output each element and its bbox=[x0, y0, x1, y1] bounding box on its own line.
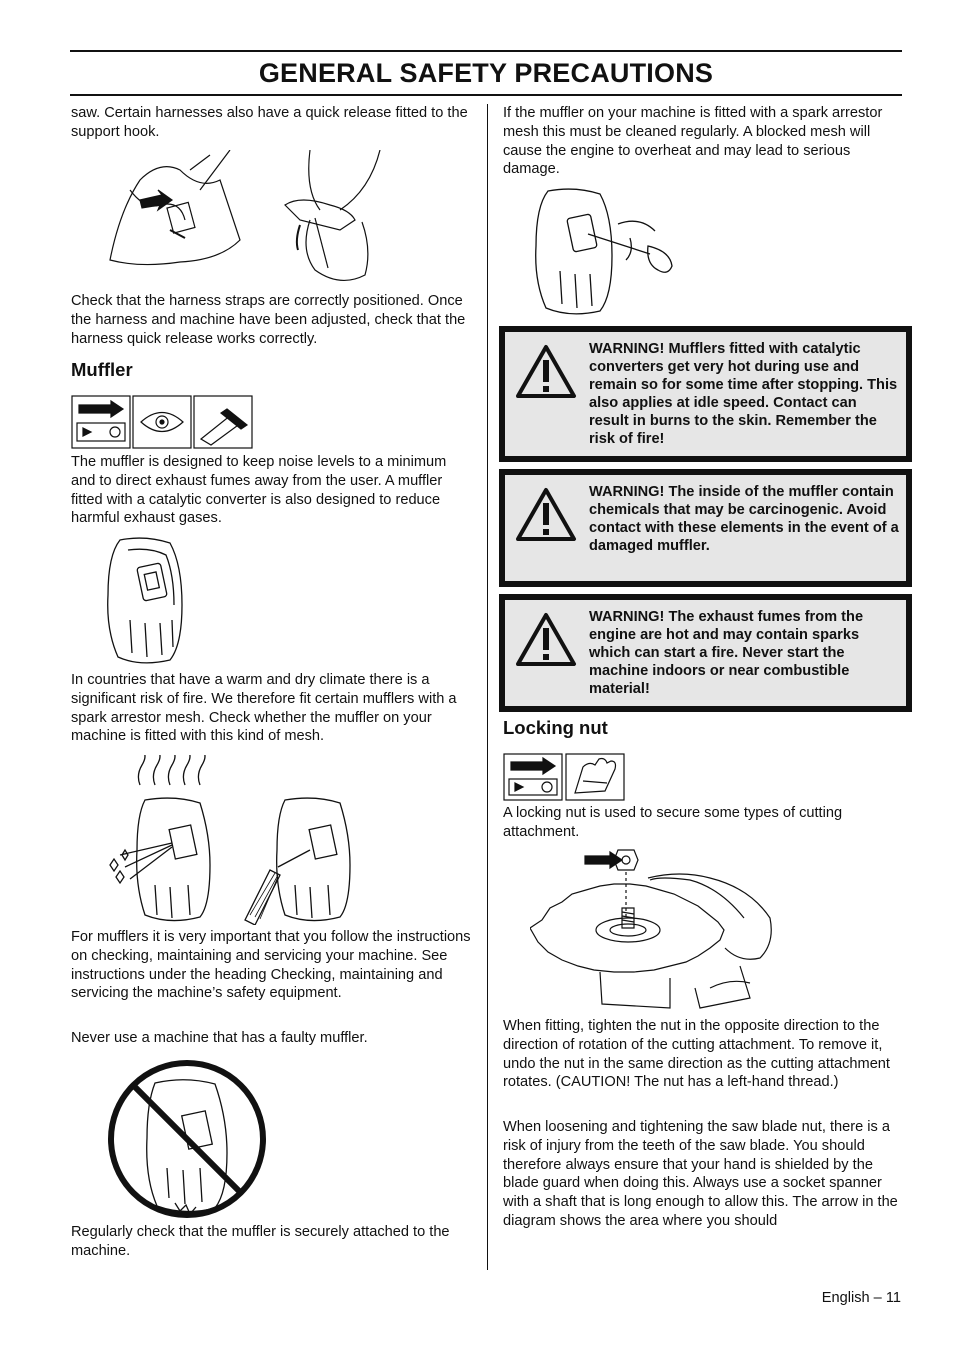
warning-box-carcinogenic bbox=[499, 469, 912, 587]
muffler-symbols bbox=[71, 395, 255, 449]
warning-triangle-icon bbox=[515, 344, 577, 400]
paragraph: The muffler is designed to keep noise levels to a minimum and to direct exhaust fumes away from the user. A muffler fitted with a catalytic converter is also designed to reduce harmful exhaust gases. bbox=[71, 454, 447, 527]
faulty-muffler-prohibition-illustration bbox=[105, 1058, 269, 1220]
paragraph: Never use a machine that has a faulty muffler. bbox=[71, 1030, 368, 1046]
warning-text: WARNING! The inside of the muffler contain chemicals that may be carcinogenic. Avoid contact with these elements in the event of a damaged muffler. bbox=[589, 484, 899, 554]
warning-box-catalytic bbox=[499, 326, 912, 462]
paragraph: A locking nut is used to secure some types of cutting attachment. bbox=[503, 805, 843, 840]
paragraph: For mufflers it is very important that you follow the instructions on checking, maintaining and servicing your machine. See instructions under the heading Checking, maintaining and servicing the machine’s safety equipment. bbox=[71, 929, 471, 1002]
locking-nut-blade-illustration bbox=[530, 848, 780, 1014]
mesh-cleaning-illustration bbox=[530, 186, 680, 318]
warning-text: WARNING! Mufflers fitted with catalytic converters get very hot during use and remain so for some time after stopping. This also applies at idle speed. Contact can result in burns to the skin. Remember the risk of fire! bbox=[589, 341, 898, 447]
page-header bbox=[70, 50, 902, 96]
warning-box-exhaust bbox=[499, 594, 912, 712]
paragraph: In countries that have a warm and dry climate there is a significant risk of fire. We therefore fit certain mufflers with a spark arrestor mesh. Check whether the muffler on your machine is fitted with this kind of mesh. bbox=[71, 672, 457, 745]
warning-triangle-icon bbox=[515, 612, 577, 668]
paragraph: Regularly check that the muffler is securely attached to the machine. bbox=[71, 1224, 450, 1259]
paragraph: Check that the harness straps are correctly positioned. Once the harness and machine have been adjusted, check that the harness quick release works correctly. bbox=[71, 293, 466, 347]
spark-arrestor-illustration bbox=[100, 755, 370, 925]
paragraph: When loosening and tightening the saw blade nut, there is a risk of injury from the teeth of the saw blade. You should therefore always ensure that your hand is shielded by the blade guard when doing this. Always use a socket spanner with a shaft that is long enough to allow this. The arrow in the diagram shows the area where you should bbox=[503, 1119, 898, 1229]
brush-icon bbox=[194, 396, 252, 448]
page-title: GENERAL SAFETY PRECAUTIONS bbox=[258, 58, 714, 88]
page-footer: English – 11 bbox=[821, 1290, 901, 1306]
eye-icon bbox=[133, 396, 191, 448]
section-heading-locking-nut: Locking nut bbox=[503, 717, 608, 738]
harness-illustration bbox=[100, 150, 390, 288]
column-divider bbox=[487, 104, 488, 1270]
paragraph: If the muffler on your machine is fitted with a spark arrestor mesh this must be cleaned regularly. A blocked mesh will cause the engine to overheat and may lead to serious damage. bbox=[503, 105, 883, 178]
paragraph: When fitting, tighten the nut in the opposite direction to the direction of rotation of the cutting attachment. To remove it, undo the nut in the same direction as the cutting attachment rotates. (CAUTION! The nut has a left-hand thread.) bbox=[503, 1018, 890, 1091]
locking-nut-symbols bbox=[503, 753, 627, 801]
stop-engine-icon bbox=[72, 396, 130, 448]
section-heading-muffler: Muffler bbox=[71, 359, 133, 380]
muffler-illustration bbox=[100, 535, 190, 667]
warning-triangle-icon bbox=[515, 487, 577, 543]
glove-icon bbox=[566, 754, 624, 800]
warning-text: WARNING! The exhaust fumes from the engine are hot and may contain sparks which can start a fire. Never start the machine indoors or near combustible material! bbox=[589, 609, 864, 697]
stop-engine-icon bbox=[504, 754, 562, 800]
paragraph: saw. Certain harnesses also have a quick release fitted to the support hook. bbox=[71, 105, 468, 140]
